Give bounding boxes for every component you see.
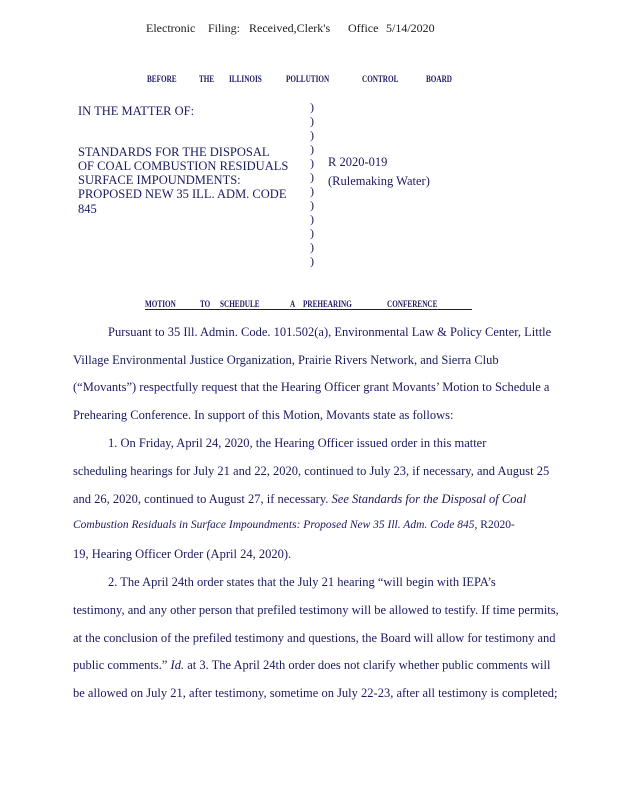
paren: ) xyxy=(310,170,314,184)
board-word-control: CONTROL xyxy=(362,74,399,84)
body-line: scheduling hearings for July 21 and 22, 2020, continued to July 23, if necessary, and August 25 xyxy=(73,464,550,478)
body-text: , R2020- xyxy=(474,519,515,531)
body-line: Prehearing Conference. In support of this Motion, Movants state as follows: xyxy=(73,408,454,422)
body-line: at the conclusion of the prefiled testimony and questions, the Board will allow for testimony and xyxy=(73,631,556,645)
header-date: 5/14/2020 xyxy=(386,21,435,35)
paren: ) xyxy=(310,114,314,128)
paren: ) xyxy=(310,128,314,142)
paren: ) xyxy=(310,226,314,240)
motion-word: TO xyxy=(200,299,211,309)
caption-line: SURFACE IMPOUNDMENTS: xyxy=(78,173,241,187)
paren: ) xyxy=(310,142,314,156)
body-line: Pursuant to 35 Ill. Admin. Code. 101.502(a), Environmental Law & Policy Center, Little xyxy=(108,325,552,339)
board-word-illinois: ILLINOIS xyxy=(229,74,262,84)
board-word-board: BOARD xyxy=(426,74,453,84)
paren: ) xyxy=(310,254,314,268)
docket-number: R 2020-019 xyxy=(328,155,388,169)
citation-italic: Id. xyxy=(170,658,185,672)
motion-word: CONFERENCE xyxy=(387,299,438,309)
motion-word: SCHEDULE xyxy=(220,299,260,309)
caption-line: PROPOSED NEW 35 ILL. ADM. CODE xyxy=(78,187,287,201)
header-filing: Filing: xyxy=(208,21,241,35)
paren: ) xyxy=(310,156,314,170)
header-received: Received,Clerk's xyxy=(249,21,331,35)
body-line: (“Movants”) respectfully request that the Hearing Officer grant Movants’ Motion to Schedule a xyxy=(73,380,550,394)
caption-line: OF COAL COMBUSTION RESIDUALS xyxy=(78,159,289,173)
body-line: be allowed on July 21, after testimony, sometime on July 22-23, after all testimony is completed; xyxy=(73,686,558,700)
body-line: testimony, and any other person that prefiled testimony will be allowed to testify. If time permits, xyxy=(73,603,559,617)
body-line: 2. The April 24th order states that the July 21 hearing “will begin with IEPA’s xyxy=(108,575,496,589)
paren: ) xyxy=(310,184,314,198)
board-word-the: THE xyxy=(199,74,215,84)
motion-title-underline xyxy=(145,309,472,310)
citation-italic: See Standards for the Disposal of Coal xyxy=(331,492,527,506)
caption-matter: IN THE MATTER OF: xyxy=(78,104,195,118)
paren: ) xyxy=(310,198,314,212)
body-line xyxy=(73,492,526,507)
body-line: 1. On Friday, April 24, 2020, the Hearing Officer issued order in this matter xyxy=(108,436,487,450)
rulemaking-type: (Rulemaking Water) xyxy=(328,174,430,188)
header-office: Office xyxy=(348,21,379,35)
body-text: at 3. The April 24th order does not clarify whether public comments will xyxy=(184,658,551,672)
paren: ) xyxy=(310,212,314,226)
paren: ) xyxy=(310,240,314,254)
citation-italic: Combustion Residuals in Surface Impoundments: Proposed New 35 Ill. Adm. Code 845 xyxy=(73,519,475,531)
motion-word: PREHEARING xyxy=(303,299,352,309)
caption-line: STANDARDS FOR THE DISPOSAL xyxy=(78,145,270,159)
board-word-before: BEFORE xyxy=(147,74,177,84)
header-electronic: Electronic xyxy=(146,21,196,35)
body-line xyxy=(73,658,550,673)
body-text: and 26, 2020, continued to August 27, if necessary. xyxy=(73,492,332,506)
body-line: Village Environmental Justice Organization, Prairie Rivers Network, and Sierra Club xyxy=(73,353,499,367)
caption-line: 845 xyxy=(78,202,97,216)
motion-word: A xyxy=(290,299,296,309)
paren: ) xyxy=(310,100,314,114)
motion-word: MOTION xyxy=(145,299,176,309)
body-line: 19, Hearing Officer Order (April 24, 2020). xyxy=(73,547,292,561)
body-line xyxy=(73,519,515,531)
body-text: public comments.” xyxy=(73,658,171,672)
board-word-pollution: POLLUTION xyxy=(286,74,330,84)
